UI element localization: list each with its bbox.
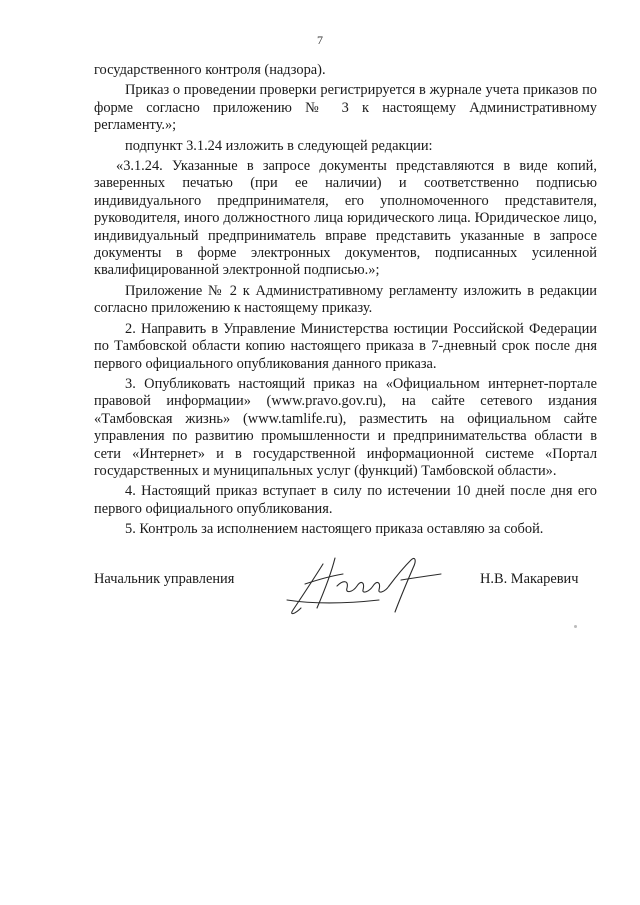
signature-name: Н.В. Макаревич bbox=[480, 571, 579, 587]
paragraph-item-4: 4. Настоящий приказ вступает в силу по истечении 10 дней после дня его первого официального опубликования. bbox=[94, 483, 597, 517]
page-number: 7 bbox=[317, 33, 323, 47]
scan-dot bbox=[574, 625, 577, 628]
paragraph-appendix-2: Приложение № 2 к Административному регламенту изложить в редакции согласно приложению к настоящему приказу. bbox=[94, 282, 597, 317]
document-body bbox=[94, 62, 597, 542]
paragraph-item-5: 5. Контроль за исполнением настоящего приказа оставляю за собой. bbox=[125, 521, 544, 538]
paragraph-item-3: 3. Опубликовать настоящий приказ на «Официальном интернет-портале правовой информации» (www.pravo.gov.ru), на сайте сетевого издания «Тамбовская жизнь» (www.tamlife.ru), разместить на официальном сайте управления по развитию промышленности и предпринимательства области в сети «Интернет» и в государственной информационной системе «Портал государственных и муниципальных услуг (функций) Тамбовской области». bbox=[94, 375, 597, 479]
paragraph-item-2: 2. Направить в Управление Министерства юстиции Российской Федерации по Тамбовской области копию настоящего приказа в 7-дневный срок после дня первого официального опубликования данного приказа. bbox=[94, 320, 597, 372]
paragraph-subpoint-3-1-24: «3.1.24. Указанные в запросе документы представляются в виде копий, заверенных печатью (при ее наличии) и соответственно подписью индивидуального предпринимателя, его уполномоченного представителя, руководителя, иного должностного лица юридического лица. Юридическое лицо, индивидуальный предприниматель вправе представить указанные в запросе документы в форме электронных документов, подписанных усиленной квалифицированной электронной подписью.»; bbox=[94, 158, 597, 279]
handwritten-signature bbox=[283, 550, 473, 622]
paragraph-continuation: государственного контроля (надзора). bbox=[94, 62, 326, 78]
paragraph-subpoint-intro: подпункт 3.1.24 изложить в следующей редакции: bbox=[125, 137, 433, 154]
signature-title: Начальник управления bbox=[94, 571, 235, 587]
paragraph-order-registration: Приказ о проведении проверки регистрируется в журнале учета приказов по форме согласно приложению № 3 к настоящему Административному регламенту.»; bbox=[94, 82, 597, 134]
